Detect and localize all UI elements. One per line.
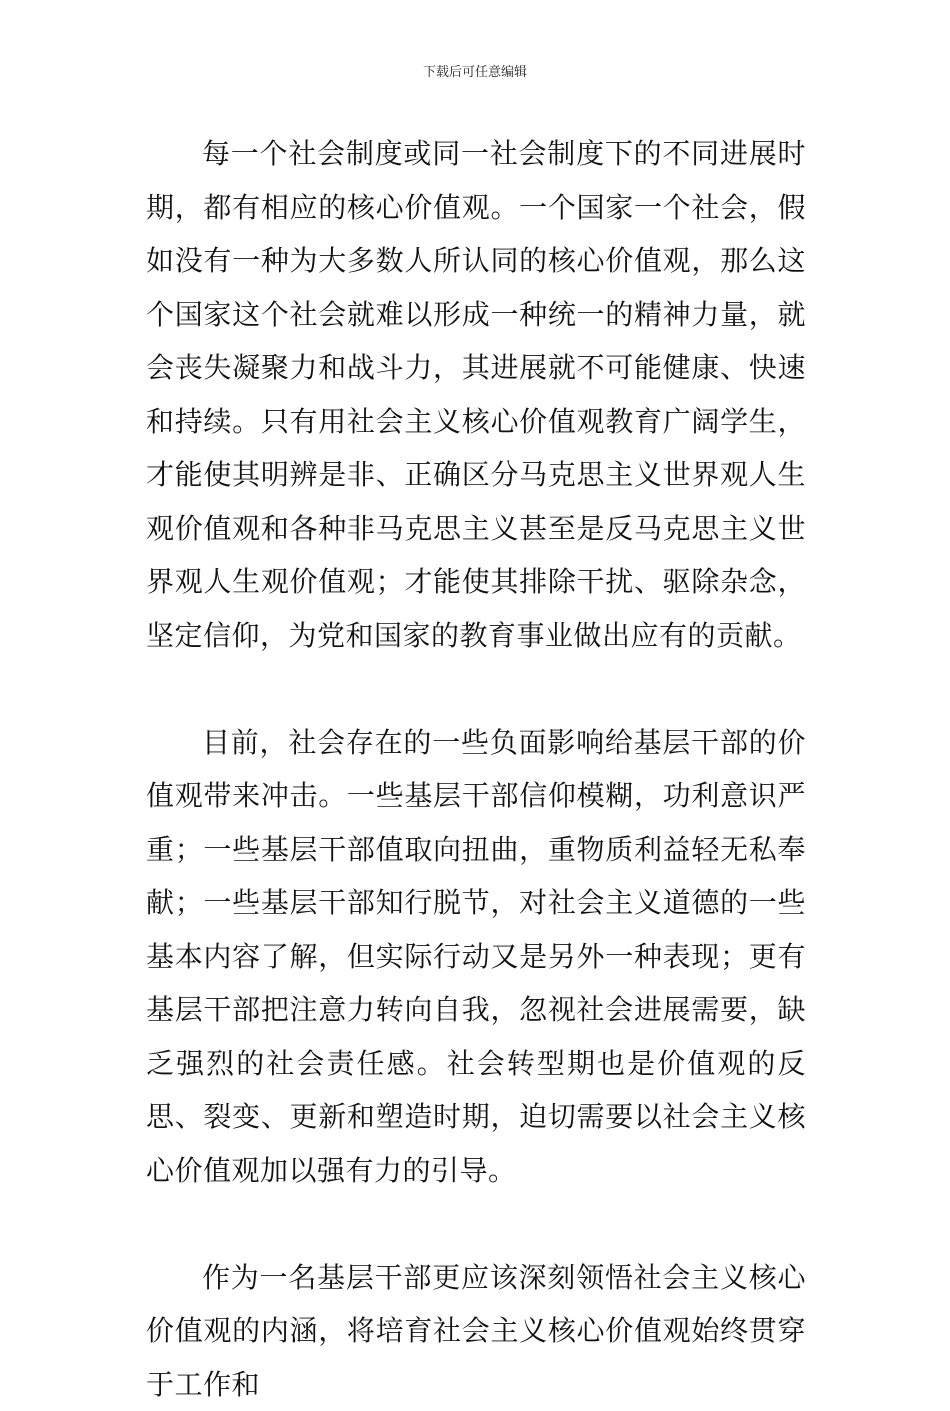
paragraph-3: 作为一名基层干部更应该深刻领悟社会主义核心价值观的内涵，将培育社会主义核心价值观始终贯穿于工作和 [146,1251,806,1411]
document-body [146,127,806,1411]
paragraph-1: 每一个社会制度或同一社会制度下的不同进展时期，都有相应的核心价值观。一个国家一个社会，假如没有一种为大多数人所认同的核心价值观，那么这个国家这个社会就难以形成一种统一的精神力量，就会丧失凝聚力和战斗力，其进展就不可能健康、快速和持续。只有用社会主义核心价值观教育广阔学生，才能使其明辨是非、正确区分马克思主义世界观人生观价值观和各种非马克思主义甚至是反马克思主义世界观人生观价值观；才能使其排除干扰、驱除杂念，坚定信仰，为党和国家的教育事业做出应有的贡献。 [146,127,806,662]
page-header: 下载后可任意编辑 [0,64,950,82]
paragraph-2: 目前，社会存在的一些负面影响给基层干部的价值观带来冲击。一些基层干部信仰模糊，功利意识严重；一些基层干部值取向扭曲，重物质利益轻无私奉献；一些基层干部知行脱节，对社会主义道德的一些基本内容了解，但实际行动又是另外一种表现；更有基层干部把注意力转向自我，忽视社会进展需要，缺乏强烈的社会责任感。社会转型期也是价值观的反思、裂变、更新和塑造时期，迫切需要以社会主义核心价值观加以强有力的引导。 [146,716,806,1198]
